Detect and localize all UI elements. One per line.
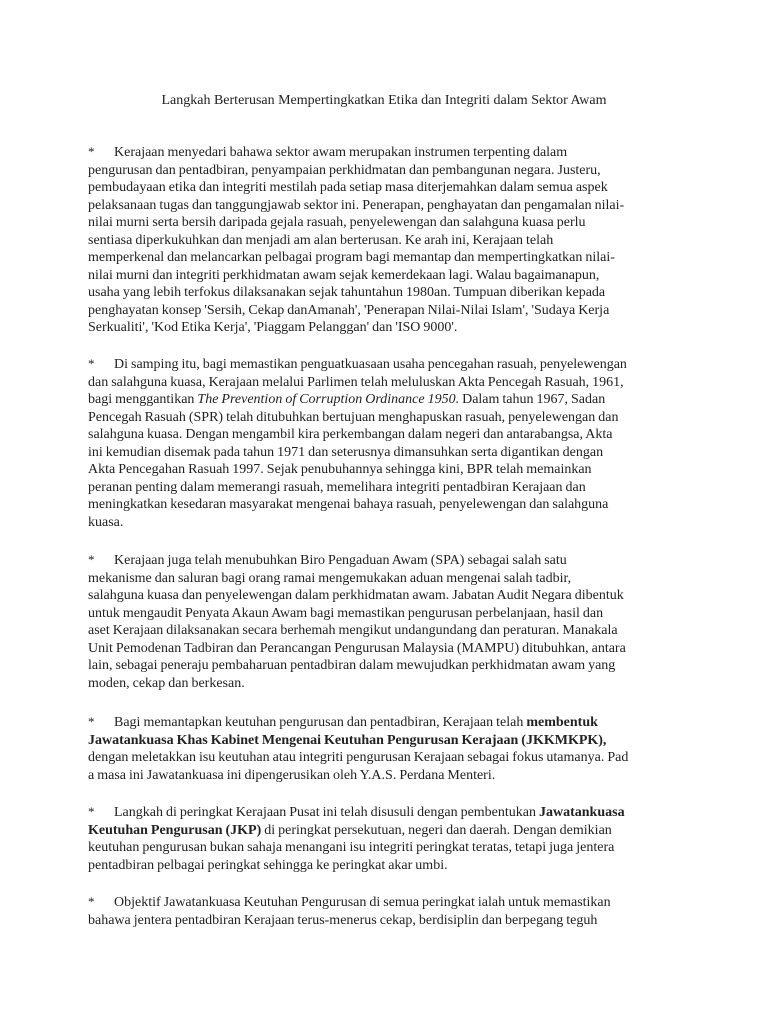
committee-name: Jawatankuasa Khas Kabinet Mengenai Keutuhan Pengurusan Kerajaan (JKKMKPK), [88,732,607,748]
paragraph-line: Di samping itu, bagi memastikan penguatkuasaan usaha pencegahan rasuah, penyelewengan [114,357,627,372]
paragraph-5 [88,803,688,874]
paragraph-line: Serkualiti', 'Kod Etika Kerja', 'Piaggam Pelanggan' dan 'ISO 9000'. [88,320,458,335]
paragraph-line: dan salahguna kuasa, Kerajaan melalui Parlimen telah meluluskan Akta Pencegah Rasuah, 1961, [88,374,624,390]
paragraph-line: peranan penting dalam memerangi rasuah, memelihara integriti pentadbiran Kerajaan dan [88,479,586,495]
paragraph-line: dengan meletakkan isu keutuhan atau integriti pengurusan Kerajaan sebagai fokus utamanya. Pad [88,750,629,765]
paragraph-line: Kerajaan juga telah menubuhkan Biro Pengaduan Awam (SPA) sebagai salah satu [114,553,567,568]
paragraph-line: salahguna kuasa dan penyelewengan dalam perkhidmatan awam. Jabatan Audit Negara dibentuk [88,588,624,603]
paragraph-line: Unit Pemodenan Tadbiran dan Perancangan Pengurusan Malaysia (MAMPU) ditubuhkan, antara [88,640,626,656]
paragraph-line: keutuhan pengurusan bukan sahaja menangani isu integriti peringkat teratas, tetapi juga jentera [88,840,615,855]
bullet-icon: * [88,144,95,159]
paragraph-line: untuk mengaudit Penyata Akaun Awam bagi memastikan pengurusan perbelanjaan, hasil dan [88,605,604,621]
bullet-icon: * [88,714,95,729]
paragraph-2 [88,355,688,531]
paragraph-text: bagi menggantikan [88,392,198,407]
paragraph-line: penghayatan konsep 'Sersih, Cekap danAmanah', 'Penerapan Nilai-Nilai Islam', 'Sudaya Kerja [88,302,610,318]
paragraph-line: lain, sebagai peneraju pembaharuan pentadbiran dalam mewujudkan perkhidmatan awam yang [88,658,616,673]
paragraph-line: pembudayaan etika dan integriti mestilah pada setiap masa diterjemahkan dalam semua aspek [88,180,608,195]
paragraph-line: aset Kerajaan dilaksanakan secara berhemah mengikut undangundang dan peraturan. Manakala [88,623,618,638]
paragraph-line: nilai murni dan integriti perkhidmatan awam sejak kemerdekaan lagi. Walau bagaimanapun, [88,267,600,283]
paragraph-line: Akta Pencegahan Rasuah 1997. Sejak penubuhannya sehingga kini, BPR telah memainkan [88,462,592,477]
paragraph-line: salahguna kuasa. Dengan mengambil kira perkembangan dalam negeri dan antarabangsa, Akta [88,427,613,442]
paragraph-line: Pencegah Rasuah (SPR) telah ditubuhkan bertujuan menghapuskan rasuah, penyelewengan dan [88,409,619,425]
bullet-icon: * [88,894,95,909]
paragraph-line: nilai murni serta bersih daripada gejala rasuah, penyelewengan dan salahguna kuasa perlu [88,215,586,230]
paragraph-line: mekanisme dan saluran bagi orang ramai mengemukakan aduan mengenai salah tadbir, [88,570,572,586]
paragraph-line: Kerajaan menyedari bahawa sektor awam merupakan instrumen terpenting dalam [114,145,568,160]
paragraph-line: pelaksanaan tugas dan tanggungjawab sektor ini. Penerapan, penghayatan dan pengamalan nilai- [88,197,625,213]
paragraph-line: kuasa. [88,514,124,530]
paragraph-4 [88,713,688,784]
paragraph-line: moden, cekap dan berkesan. [88,675,245,691]
paragraph-line: sentiasa diperkukuhkan dan menjadi am alan berterusan. Ke arah ini, Kerajaan telah [88,232,554,248]
paragraph-line: ini kemudian disemak pada tahun 1971 dan seterusnya dimansuhkan serta digantikan dengan [88,444,604,460]
committee-name: membentuk [526,715,598,730]
paragraph-1 [88,143,688,337]
bullet-icon: * [88,552,95,567]
bullet-icon: * [88,804,95,819]
paragraph-line: pengurusan dan pentadbiran, penyampaian perkhidmatan dan pembangunan negara. Justeru, [88,162,601,178]
paragraph-line: bahawa jentera pentadbiran Kerajaan terus-menerus cekap, berdisiplin dan berpegang teguh [88,912,598,928]
paragraph-line: memperkenal dan melancarkan pelbagai program bagi memantap dan mempertingkatkan nilai- [88,250,615,265]
paragraph-text: Langkah di peringkat Kerajaan Pusat ini telah disusuli dengan pembentukan [114,805,539,820]
paragraph-text: di peringkat persekutuan, negeri dan daerah. Dengan demikian [261,822,612,838]
committee-name: Keutuhan Pengurusan (JKP) [88,822,262,838]
paragraph-line: usaha yang lebih terfokus dilaksanakan sejak tahuntahun 1980an. Tumpuan diberikan kepada [88,285,606,300]
document-title: Langkah Berterusan Mempertingkatkan Etika dan Integriti dalam Sektor Awam [161,93,607,108]
paragraph-line: meningkatkan kesedaran masyarakat mengenai bahaya rasuah, penyelewengan dan salahguna [88,497,609,512]
paragraph-text: Dalam tahun 1967, Sadan [459,392,606,407]
bullet-icon: * [88,356,95,371]
paragraph-line: Objektif Jawatankuasa Keutuhan Pengurusan di semua peringkat ialah untuk memastikan [114,895,611,910]
paragraph-line: pentadbiran pelbagai peringkat sehingga ke peringkat akar umbi. [88,857,448,873]
paragraph-3 [88,551,688,692]
paragraph-line: a masa ini Jawatankuasa ini dipengerusikan oleh Y.A.S. Perdana Menteri. [88,767,496,783]
paragraph-6 [88,893,688,929]
committee-name: Jawatankuasa [539,805,625,820]
paragraph-text: Bagi memantapkan keutuhan pengurusan dan pentadbiran, Kerajaan telah [114,715,527,730]
ordinance-title: The Prevention of Corruption Ordinance 1950. [197,392,460,407]
